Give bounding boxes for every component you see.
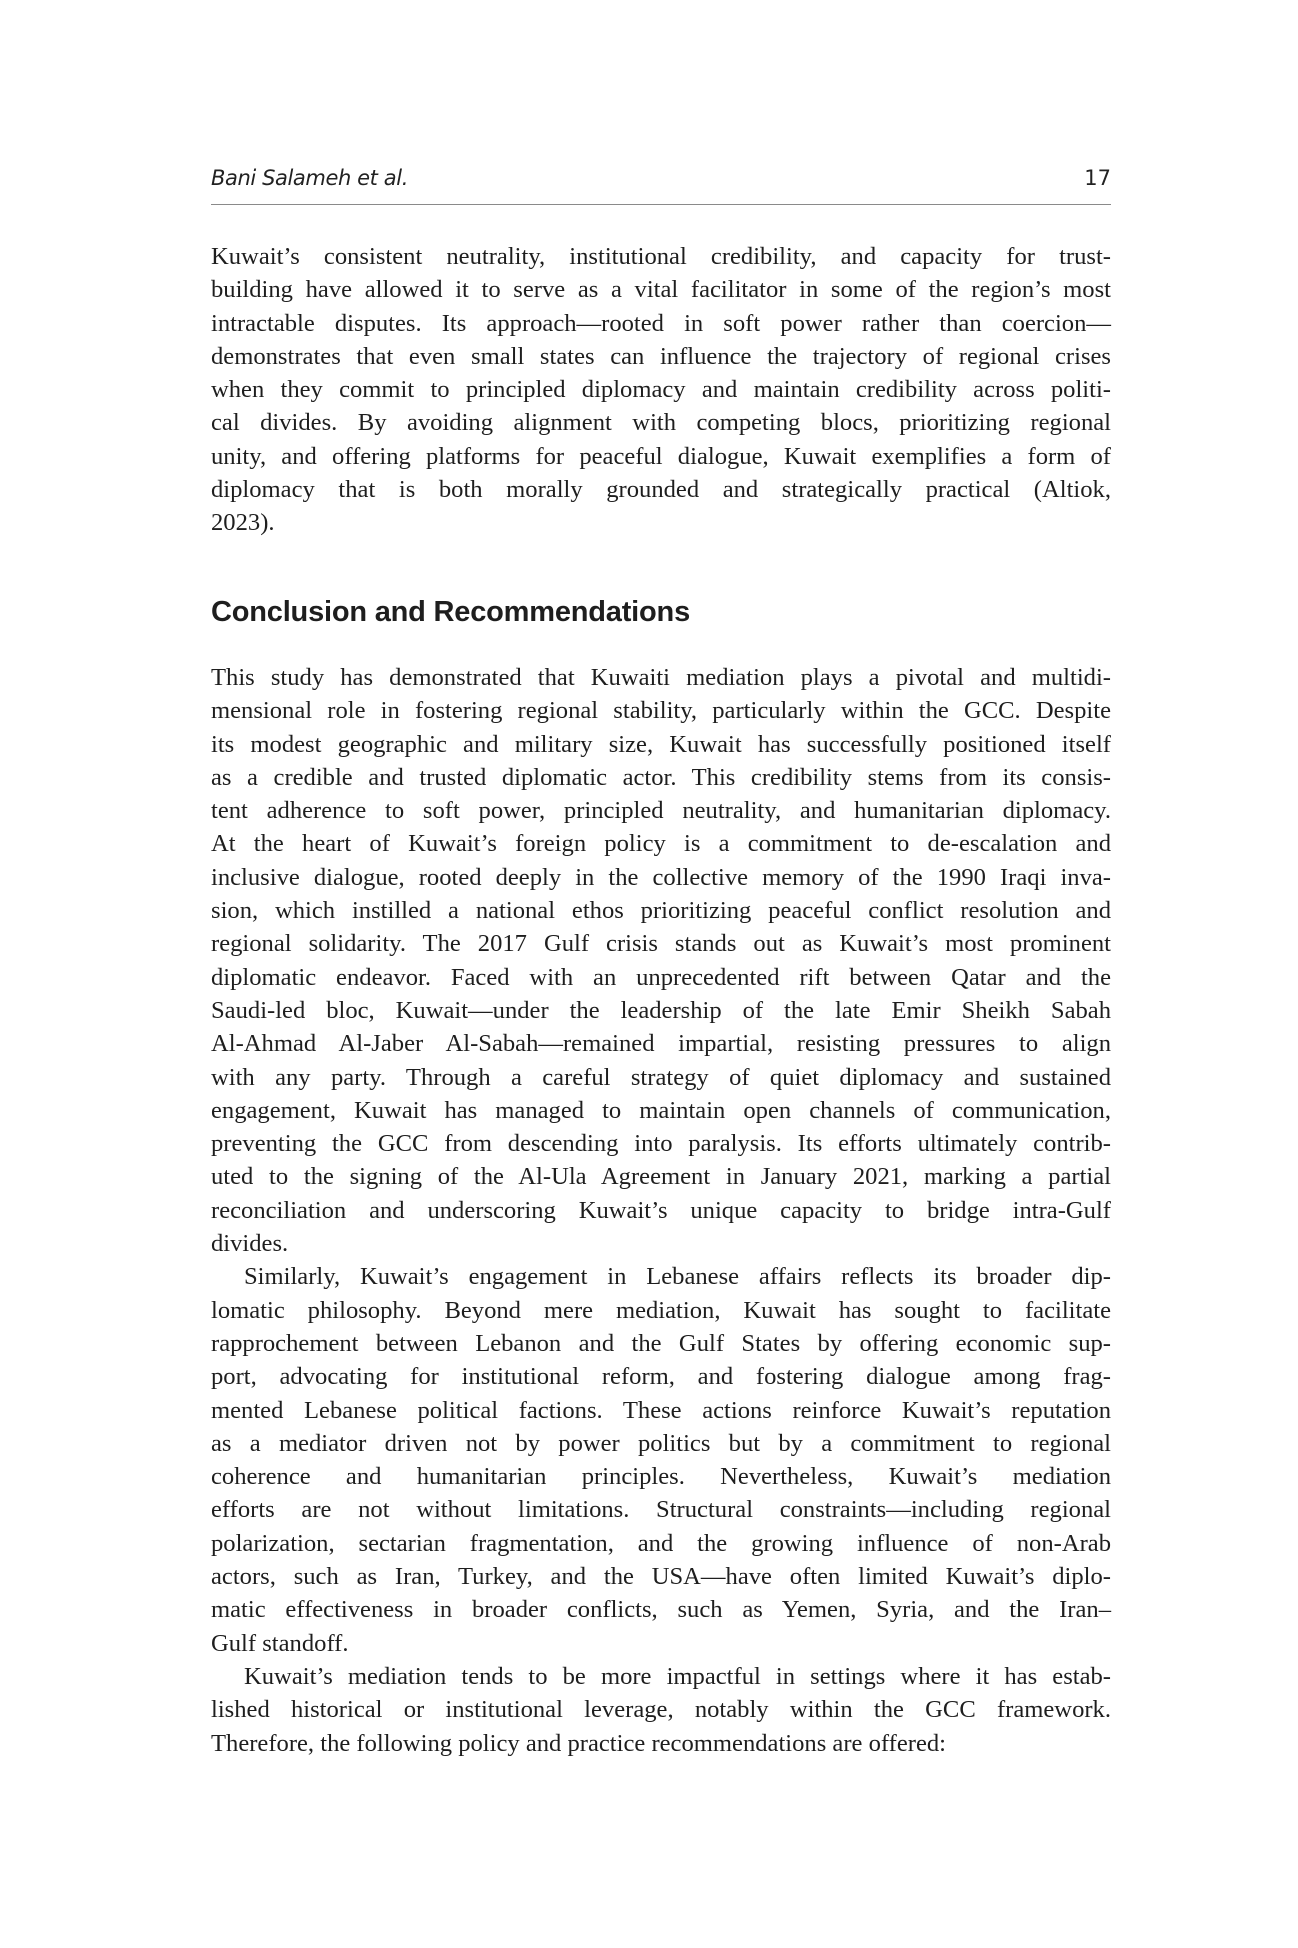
text-line: matic effectiveness in broader conflicts, such as Yemen, Syria, and the Iran– <box>211 1596 1111 1624</box>
text-line: diplomatic endeavor. Faced with an unprecedented rift between Qatar and the <box>211 963 1111 991</box>
text-line: regional solidarity. The 2017 Gulf crisis stands out as Kuwait’s most prominent <box>211 930 1111 958</box>
text-line: sion, which instilled a national ethos prioritizing peaceful conflict resolution and <box>211 897 1111 925</box>
text-line: as a mediator driven not by power politics but by a commitment to regional <box>211 1429 1111 1457</box>
section-heading: Conclusion and Recommendations <box>211 596 690 628</box>
text-line: its modest geographic and military size, Kuwait has successfully positioned itself <box>211 730 1111 758</box>
text-line: Kuwait’s mediation tends to be more impactful in settings where it has estab- <box>244 1662 1111 1690</box>
text-line: coherence and humanitarian principles. Nevertheless, Kuwait’s mediation <box>211 1463 1111 1491</box>
running-head-authors: Bani Salameh et al. <box>211 166 408 190</box>
text-line: actors, such as Iran, Turkey, and the USA—have often limited Kuwait’s diplo- <box>211 1563 1111 1591</box>
text-line: diplomacy that is both morally grounded and strategically practical (Altiok, <box>211 476 1111 504</box>
text-line: Al-Ahmad Al-Jaber Al-Sabah—remained impartial, resisting pressures to align <box>211 1030 1111 1058</box>
text-line: lomatic philosophy. Beyond mere mediation, Kuwait has sought to facilitate <box>211 1296 1111 1324</box>
text-line: mented Lebanese political factions. These actions reinforce Kuwait’s reputation <box>211 1396 1111 1424</box>
text-line: Kuwait’s consistent neutrality, institutional credibility, and capacity for trust- <box>211 243 1111 270</box>
text-line: 2023). <box>211 509 275 537</box>
text-line: with any party. Through a careful strategy of quiet diplomacy and sustained <box>211 1063 1111 1091</box>
text-line: Similarly, Kuwait’s engagement in Lebanese affairs reflects its broader dip- <box>244 1263 1111 1291</box>
text-line: This study has demonstrated that Kuwaiti mediation plays a pivotal and multidi- <box>211 664 1111 691</box>
text-line: At the heart of Kuwait’s foreign policy is a commitment to de-escalation and <box>211 830 1111 858</box>
intro-paragraph <box>211 240 1111 540</box>
text-line: efforts are not without limitations. Structural constraints—including regional <box>211 1496 1111 1524</box>
text-line: tent adherence to soft power, principled neutrality, and humanitarian diplomacy. <box>211 797 1111 825</box>
text-line: Saudi-led bloc, Kuwait—under the leadership of the late Emir Sheikh Sabah <box>211 996 1111 1024</box>
text-line: as a credible and trusted diplomatic actor. This credibility stems from its consis- <box>211 763 1111 791</box>
text-line: Gulf standoff. <box>211 1629 349 1657</box>
text-line: polarization, sectarian fragmentation, and the growing influence of non-Arab <box>211 1529 1111 1557</box>
text-line: cal divides. By avoiding alignment with competing blocs, prioritizing regional <box>211 409 1111 437</box>
text-line: building have allowed it to serve as a vital facilitator in some of the region’s most <box>211 276 1111 304</box>
page-number: 17 <box>1084 166 1111 190</box>
text-line: engagement, Kuwait has managed to maintain open channels of communication, <box>211 1096 1111 1124</box>
text-line: demonstrates that even small states can influence the trajectory of regional crises <box>211 342 1111 370</box>
section-body <box>211 661 1111 1760</box>
text-line: lished historical or institutional leverage, notably within the GCC framework. <box>211 1696 1111 1724</box>
paragraph-1 <box>211 661 1111 1260</box>
text-line: port, advocating for institutional reform, and fostering dialogue among frag- <box>211 1363 1111 1391</box>
text-line: divides. <box>211 1230 289 1258</box>
text-line: Therefore, the following policy and practice recommendations are offered: <box>211 1729 946 1757</box>
running-head <box>211 166 1111 196</box>
header-rule-divider <box>211 204 1111 205</box>
text-line: rapprochement between Lebanon and the Gulf States by offering economic sup- <box>211 1329 1111 1357</box>
text-line: reconciliation and underscoring Kuwait’s unique capacity to bridge intra-Gulf <box>211 1196 1111 1224</box>
text-line: when they commit to principled diplomacy and maintain credibility across politi- <box>211 376 1111 404</box>
text-line: inclusive dialogue, rooted deeply in the collective memory of the 1990 Iraqi inva- <box>211 863 1111 891</box>
text-line: preventing the GCC from descending into paralysis. Its efforts ultimately contrib- <box>211 1130 1111 1158</box>
paragraph-3 <box>211 1660 1111 1760</box>
text-line: unity, and offering platforms for peaceful dialogue, Kuwait exemplifies a form of <box>211 442 1111 470</box>
text-line: intractable disputes. Its approach—rooted in soft power rather than coercion— <box>211 309 1111 337</box>
text-line: uted to the signing of the Al-Ula Agreement in January 2021, marking a partial <box>211 1163 1111 1191</box>
text-line: mensional role in fostering regional stability, particularly within the GCC. Despite <box>211 697 1111 725</box>
paragraph-2 <box>211 1260 1111 1660</box>
